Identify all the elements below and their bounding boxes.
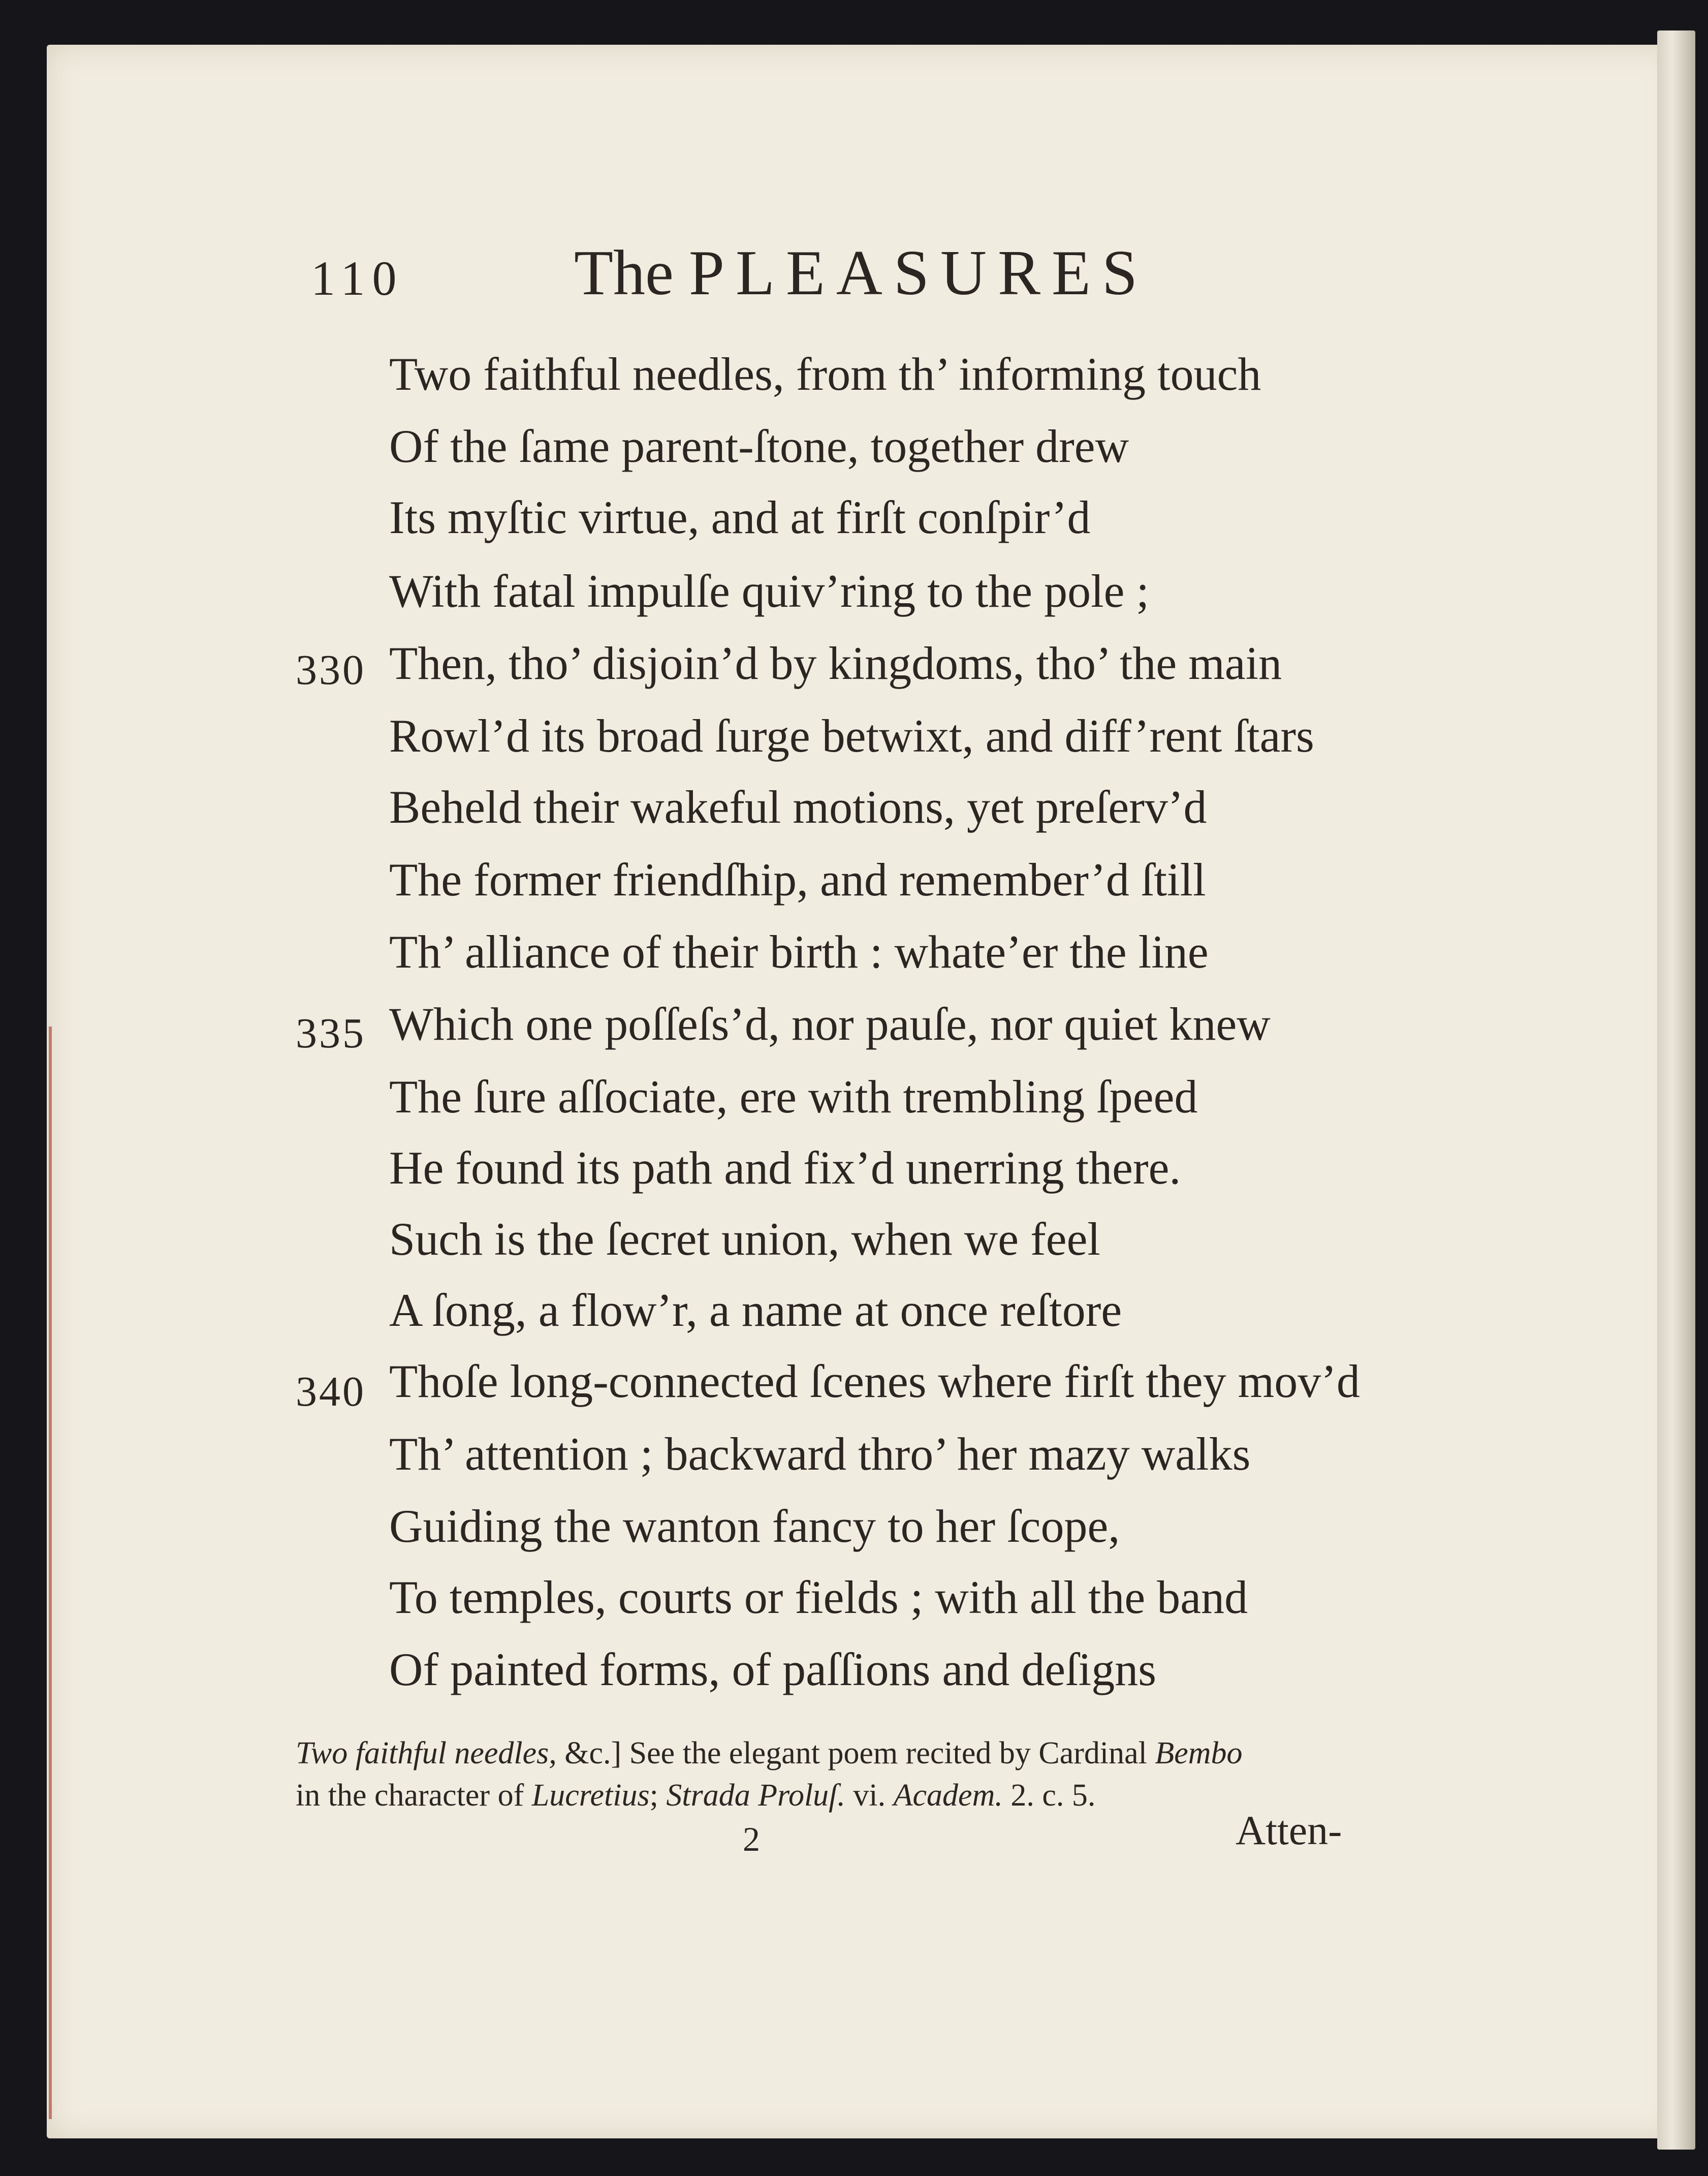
page-number: 110 (311, 251, 404, 305)
verse-line: Guiding the wanton fancy to her ſcope, (389, 1500, 1120, 1552)
footnote-reference-number: vi. (853, 1778, 886, 1813)
verse-line: Which one poſſeſs’d, nor pauſe, nor quiet knew (389, 998, 1271, 1050)
verse-line: Two faithful needles, from th’ informing touch (389, 348, 1261, 400)
line-number: 335 (296, 1010, 366, 1057)
footnote-reference: Strada Proluſ. (666, 1778, 845, 1813)
footnote-line-1 (296, 1735, 1243, 1771)
verse-line: Such is the ſecret union, when we feel (389, 1213, 1100, 1265)
running-title (574, 237, 1149, 310)
verse-line: To temples, courts or fields ; with all the band (389, 1571, 1248, 1623)
verse-line: Th’ attention ; backward thro’ her mazy walks (389, 1428, 1251, 1480)
verse-line: The ſure aſſociate, ere with trembling ſpeed (389, 1071, 1198, 1123)
page-edge (1657, 30, 1695, 2150)
footnote-text: in the character of (296, 1778, 524, 1813)
verse-line: Rowl’d its broad ſurge betwixt, and diff’rent ſtars (389, 710, 1314, 762)
footnote-reference: Academ. (893, 1778, 1003, 1813)
line-number: 330 (296, 646, 366, 694)
footnote-lemma: Two faithful needles, (296, 1736, 557, 1770)
verse-line: He found its path and fix’d unerring there. (389, 1142, 1181, 1194)
verse-line: Th’ alliance of their birth : whate’er the line (389, 926, 1209, 978)
verse-line: Then, tho’ disjoin’d by kingdoms, tho’ the main (389, 637, 1282, 689)
running-title-prefix: The (574, 238, 674, 308)
verse-line: Beheld their wakeful motions, yet preſerv’d (389, 781, 1207, 833)
footnote-name: Bembo (1155, 1736, 1243, 1770)
red-page-edge (49, 1027, 52, 2119)
footnote-separator: ; (649, 1778, 658, 1813)
line-number: 340 (296, 1368, 366, 1415)
catchword: Atten- (1236, 1807, 1342, 1853)
verse-line: A ſong, a flow’r, a name at once reſtore (389, 1284, 1122, 1336)
verse-line: Of the ſame parent-ſtone, together drew (389, 420, 1129, 472)
verse-line: Its myſtic virtue, and at firſt conſpir’d (389, 491, 1091, 543)
verse-line: The former friendſhip, and remember’d ſtill (389, 854, 1206, 906)
verse-line: Thoſe long-connected ſcenes where firſt they mov’d (389, 1355, 1360, 1407)
running-title-main: PLEASURES (688, 238, 1149, 308)
signature-mark: 2 (743, 1820, 760, 1858)
footnote-line-2 (296, 1778, 1095, 1814)
verse-line: With fatal impulſe quiv’ring to the pole ; (389, 565, 1150, 617)
verse-line: Of painted forms, of paſſions and deſigns (389, 1643, 1157, 1695)
footnote-text: &c.] See the elegant poem recited by Cardinal (564, 1736, 1147, 1770)
footnote-name: Lucretius (531, 1778, 650, 1813)
footnote-reference-number: 2. c. 5. (1010, 1778, 1096, 1813)
